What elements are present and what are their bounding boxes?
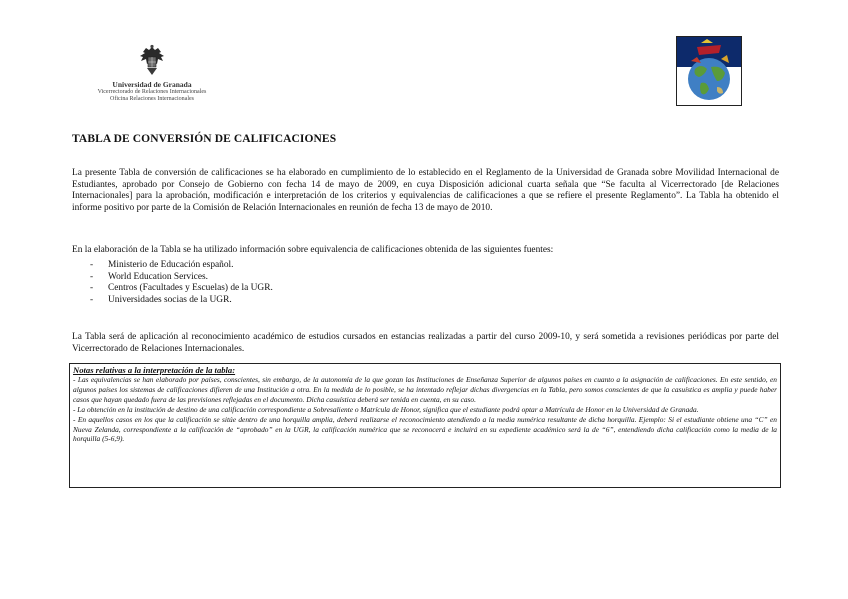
list-item: - Centros (Facultades y Escuelas) de la UGR. — [90, 283, 273, 295]
application-paragraph: La Tabla será de aplicación al reconocimiento académico de estudios cursados en estancias realizadas a partir del curso 2009-10, y será sometida a revisiones periódicas por parte del Vicerrectorado de Relaciones Internacionales. — [72, 332, 779, 354]
intro-paragraph: La presente Tabla de conversión de calificaciones se ha elaborado en cumplimiento de lo establecido en el Reglamento de la Universidad de Granada sobre Movilidad Internacional de Estudiantes, aprobado por Consejo de Gobierno con fecha 14 de mayo de 2009, en cuya Disposición adicional cuarta señala que “Se faculta al Vicerrectorado [de Relaciones Internacionales] para la aprobación, modificación e interpretación de los criterios y equivalencias de calificaciones a que se refiere el presente Reglamento”. La Tabla ha obtenido el informe positivo por parte de la Comisión de Relación Internacionales en reunión de fecha 13 de mayo de 2010. — [72, 168, 779, 213]
globe-icon — [677, 37, 741, 105]
sources-intro-paragraph: En la elaboración de la Tabla se ha utilizado información sobre equivalencia de calificaciones obtenida de las siguientes fuentes: — [72, 245, 554, 256]
page-title: TABLA DE CONVERSIÓN DE CALIFICACIONES — [72, 133, 337, 145]
notes-title: Notas relativas a la interpretación de la tabla: — [73, 365, 236, 375]
international-relations-logo — [676, 36, 742, 106]
notes-box — [69, 363, 781, 488]
office-name: Oficina Relaciones Internacionales — [110, 96, 194, 102]
note-item: - Las equivalencias se han elaborado por países, conscientes, sin embargo, de la autonomía de la que gozan las Instituciones de Enseñanza Superior de algunos países en cuanto a la asignación de calificaciones. En este sentido, en algunos países los sistemas de calificaciones difieren de una Institución a otra. En la medida de lo posible, se ha intentado reflejar dichas divergencias en la Tabla, pero somos conscientes de que la casuística es amplia y puede haber casos que hayan quedado fuera de las previsiones reflejadas en el documento. Dicha casuística deberá ser tenida en cuenta, en su caso. — [73, 375, 777, 404]
university-name: Universidad de Granada — [112, 80, 192, 89]
list-item: - Ministerio de Educación español. — [90, 260, 273, 272]
note-item: - La obtención en la institución de destino de una calificación correspondiente a Sobresaliente o Matrícula de Honor, significa que el estudiante podrá optar a Matrícula de Honor en la Universidad de Granada. — [73, 404, 699, 414]
note-item: - En aquellos casos en los que la calificación se sitúe dentro de una horquilla amplia, deberá realizarse el reconocimiento atendiendo a la media numérica resultante de dicha horquilla. Ejemplo: Si el estudiante obtiene una “C” en Nueva Zelanda, correspondiente a la calificación de “aprobado” en la UGR, la calificación numérica que se reconocerá e incluirá en su expediente académico será la de “6”, entendiendo dicha calificación como la media de la horquilla (5-6,9). — [73, 414, 777, 444]
vicerrectorado-name: Vicerrectorado de Relaciones Internacionales — [97, 89, 207, 95]
list-item: - Universidades socias de la UGR. — [90, 295, 273, 307]
university-logo — [82, 44, 222, 103]
sources-list — [90, 260, 273, 306]
eagle-crest-icon — [137, 44, 167, 78]
list-item: - World Education Services. — [90, 272, 273, 284]
